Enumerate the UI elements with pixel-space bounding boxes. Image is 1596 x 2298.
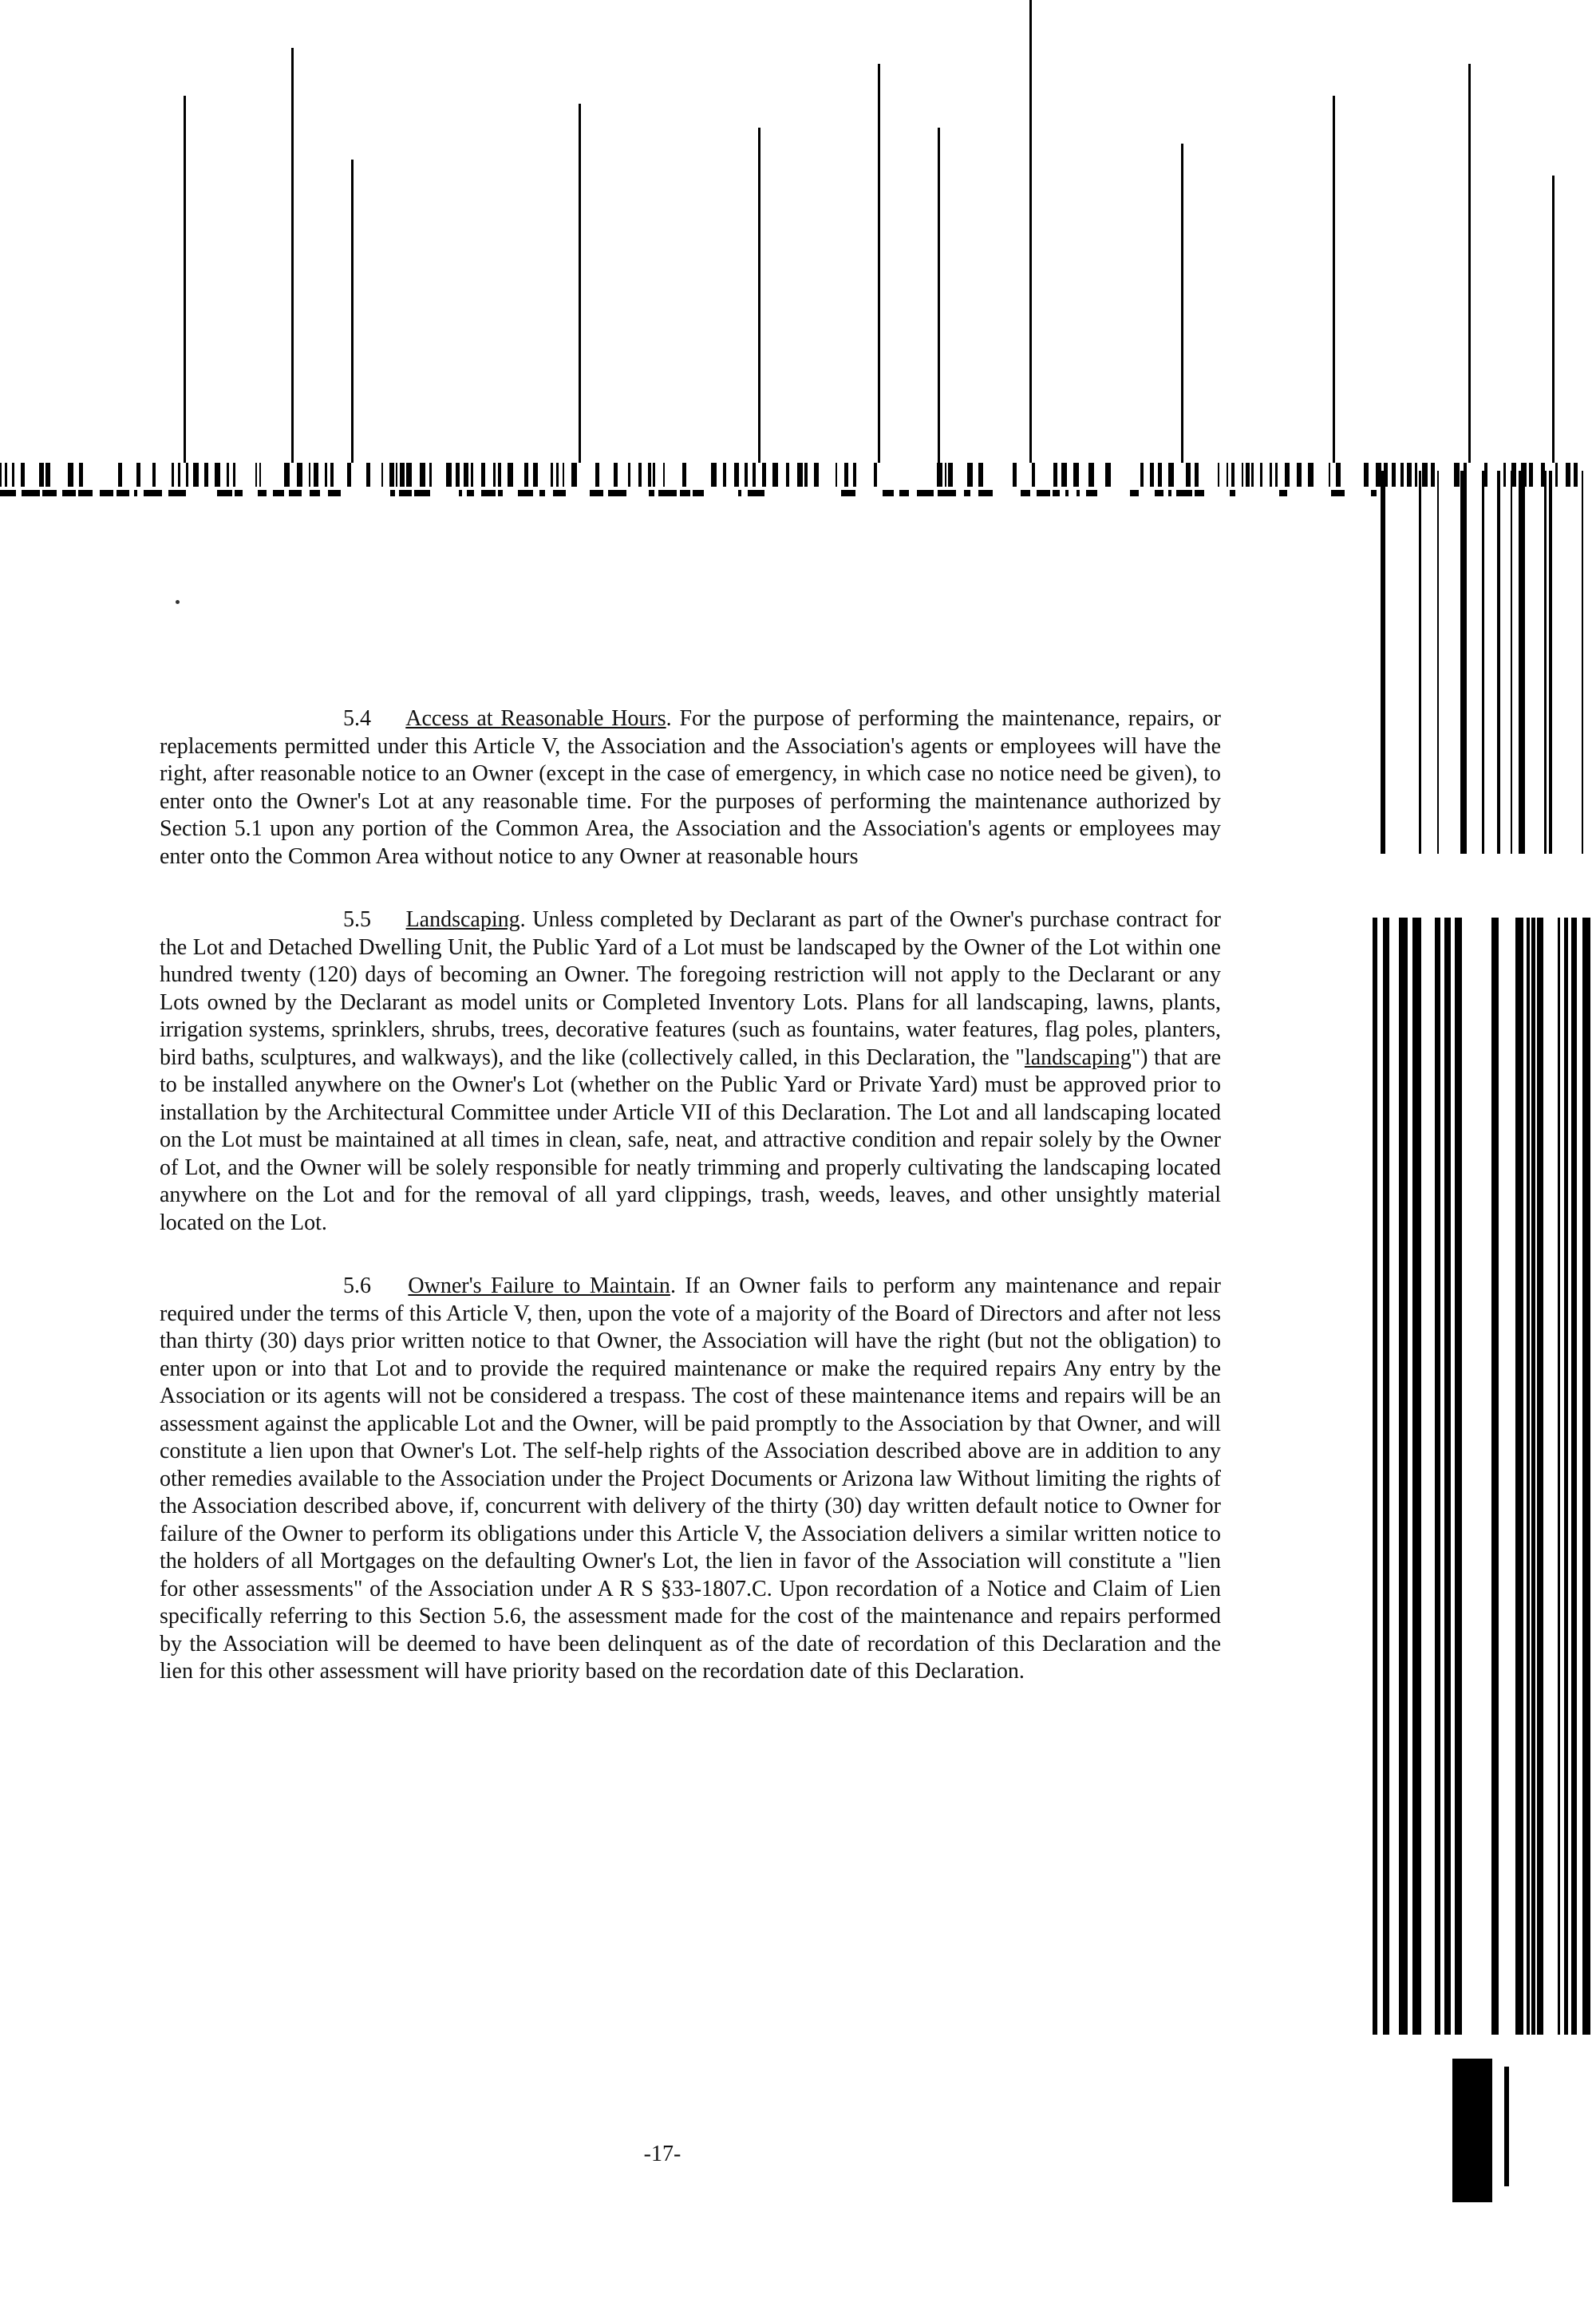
barcode-strip	[978, 490, 993, 496]
section-heading: Owner's Failure to Maintain	[408, 1273, 670, 1298]
section-number: 5.5	[343, 907, 371, 932]
barcode-bar	[1032, 463, 1035, 487]
section-number: 5.4	[343, 706, 371, 731]
barcode-bar	[1531, 918, 1535, 2035]
barcode-bar	[1275, 463, 1278, 487]
barcode-strip	[553, 490, 566, 496]
barcode-strip	[1155, 490, 1163, 496]
barcode-bar	[172, 463, 174, 487]
barcode-strip	[938, 490, 956, 496]
barcode-strip	[518, 490, 533, 496]
page-number: -17-	[643, 2142, 681, 2166]
barcode-bar	[309, 463, 310, 487]
barcode-bar	[734, 463, 739, 487]
barcode-bar	[1412, 918, 1421, 2035]
barcode-bar	[68, 463, 73, 487]
barcode-strip	[1279, 490, 1287, 496]
barcode-tall-mark	[291, 48, 294, 463]
barcode-strip	[22, 490, 40, 496]
barcode-strip	[0, 490, 16, 496]
barcode-strip	[1065, 490, 1069, 496]
barcode-bar	[456, 463, 460, 487]
barcode-bar	[786, 463, 789, 487]
barcode-strip	[1021, 490, 1030, 496]
scan-barcode-right	[1365, 471, 1596, 2298]
barcode-strip	[235, 490, 243, 496]
barcode-bar	[39, 463, 44, 487]
barcode-bar	[1537, 918, 1543, 2035]
barcode-bar	[429, 463, 432, 487]
barcode-bar	[1515, 918, 1523, 2035]
barcode-bar	[1195, 463, 1199, 487]
barcode-bar	[967, 463, 973, 487]
barcode-bar	[79, 463, 83, 487]
barcode-bar	[118, 463, 122, 487]
barcode-bar	[193, 463, 199, 487]
barcode-strip	[899, 490, 909, 496]
barcode-stripe	[1549, 471, 1552, 854]
barcode-strip	[399, 490, 412, 496]
barcode-bar	[628, 463, 630, 487]
section-heading: Landscaping	[405, 907, 520, 932]
barcode-bar	[1373, 918, 1377, 2035]
barcode-bar	[1491, 918, 1499, 2035]
barcode-strip	[390, 490, 395, 496]
barcode-stripe	[1419, 471, 1421, 854]
barcode-bar	[314, 463, 318, 487]
barcode-bar	[1383, 918, 1389, 2035]
barcode-bar	[178, 463, 180, 487]
barcode-strip	[414, 490, 430, 496]
barcode-strip	[883, 490, 894, 496]
barcode-bar	[325, 463, 327, 487]
barcode-bar	[1444, 918, 1451, 2035]
barcode-stripe	[1437, 471, 1439, 854]
barcode-strip	[964, 490, 970, 496]
barcode-bar	[1150, 463, 1154, 487]
barcode-stripe	[1460, 471, 1464, 854]
barcode-tall-mark	[938, 128, 940, 463]
barcode-strip	[328, 490, 341, 496]
barcode-bar	[186, 463, 188, 487]
barcode-strip	[217, 490, 232, 496]
barcode-bar	[330, 463, 334, 487]
barcode-strip	[1086, 490, 1097, 496]
barcode-bar	[772, 463, 778, 487]
barcode-bar	[762, 463, 766, 487]
barcode-bar	[563, 463, 564, 487]
barcode-bar	[1435, 918, 1440, 2035]
barcode-stripe	[1497, 471, 1500, 854]
scan-speck	[176, 600, 180, 604]
barcode-stripe	[1464, 471, 1467, 854]
barcode-bar	[215, 463, 220, 487]
barcode-strip	[1230, 490, 1235, 496]
barcode-tall-mark	[1468, 64, 1471, 463]
barcode-bar	[1504, 2067, 1509, 2186]
barcode-strip	[1037, 490, 1050, 496]
barcode-bar	[814, 463, 819, 487]
barcode-bar	[853, 463, 856, 487]
barcode-bar	[1242, 463, 1243, 487]
barcode-bar	[1231, 463, 1235, 487]
barcode-bar	[1246, 463, 1250, 487]
barcode-strip	[1077, 490, 1080, 496]
barcode-strip	[1053, 490, 1060, 496]
barcode-bar	[1558, 918, 1560, 2035]
barcode-bar	[682, 463, 686, 487]
barcode-strip	[917, 490, 934, 496]
barcode-tall-mark	[1181, 144, 1183, 463]
barcode-bar	[381, 463, 383, 487]
barcode-strip	[42, 490, 57, 496]
barcode-strip	[539, 490, 545, 496]
barcode-bar	[406, 463, 412, 487]
barcode-bar	[1564, 918, 1568, 2035]
barcode-bar	[595, 463, 599, 487]
barcode-tall-mark	[758, 128, 760, 463]
section-text-continued: ") that are to be installed anywhere on the Owner's Lot (whether on the Public Yard or Private Yard) must be approved prior to installation by the Architectural Committee under Article VII of this Declaration. The Lot and all landscaping located on the Lot must be maintained at all times in clean, safe, neat, and attractive condition and repair solely by the Owner of Lot, and the Owner will be solely responsible for neatly trimming and properly cultivating the landscaping located anywhere on the Lot and for the removal of all yard clippings, trash, weeds, leaves, and other unsightly material located on the Lot.	[160, 1044, 1221, 1235]
barcode-tall-mark	[351, 160, 354, 463]
barcode-strip	[1176, 490, 1192, 496]
barcode-bar	[1140, 463, 1144, 487]
barcode-bar	[284, 463, 290, 487]
barcode-stripe	[1582, 471, 1583, 854]
barcode-strip	[738, 490, 741, 496]
barcode-bar	[255, 463, 257, 487]
barcode-bar	[1260, 463, 1262, 487]
barcode-stripe	[1519, 471, 1522, 854]
barcode-bar	[1297, 463, 1302, 487]
barcode-strip	[258, 490, 267, 496]
barcode-bar	[874, 463, 877, 487]
barcode-bar	[614, 463, 618, 487]
barcode-bar	[1227, 463, 1228, 487]
barcode-bar	[1329, 463, 1330, 487]
barcode-bar	[1158, 463, 1162, 487]
section-number: 5.6	[343, 1273, 371, 1298]
barcode-stripe	[1523, 471, 1525, 854]
section-5-5: 5.5 Landscaping. Unless completed by Declarant as part of the Owner's purchase contract for the Lot and Detached Dwelling Unit, the Public Yard of a Lot must be landscaped by the Owner of the Lot within one hundred twenty (120) days of becoming an Owner. The foregoing restriction will not apply to the Declarant or any Lots owned by the Declarant as model units or Completed Inventory Lots. Plans for all landscaping, lawns, plants, irrigation systems, sprinklers, shrubs, trees, decorative features (such as fountains, water features, flag poles, planters, bird baths, sculptures, and walkways), and the like (collectively called, in this Declaration, the "landscaping") that are to be installed anywhere on the Owner's Lot (whether on the Public Yard or Private Yard) must be approved prior to installation by the Architectural Committee under Article VII of this Declaration. The Lot and all landscaping located on the Lot must be maintained at all times in clean, safe, neat, and attractive condition and repair solely by the Owner of Lot, and the Owner will be solely responsible for neatly trimming and properly cultivating the landscaping located anywhere on the Lot and for the removal of all yard clippings, trash, weeds, leaves, and other unsightly material located on the Lot.	[160, 907, 1222, 1235]
barcode-tall-mark	[1333, 96, 1335, 463]
barcode-strip	[467, 490, 474, 496]
barcode-strip	[498, 490, 503, 496]
barcode-bar	[152, 463, 156, 487]
barcode-bar	[937, 463, 942, 487]
barcode-strip	[841, 490, 855, 496]
barcode-bar	[420, 463, 425, 487]
barcode-bar	[533, 463, 538, 487]
barcode-strip	[78, 490, 93, 496]
barcode-strip	[1130, 490, 1139, 496]
barcode-strip	[289, 490, 302, 496]
barcode-bar	[836, 463, 837, 487]
barcode-bar	[551, 463, 553, 487]
section-text: If an Owner fails to perform any maintenance and repair required under the terms of this Article V, then, upon the vote of a majority of the Board of Directors and after not less than thirty (30) days prior written notice to that Owner, the Association will have the right (but not the obligation) to enter upon or into that Lot and to provide the required maintenance or make the required repairs Any entry by the Association or its agents will not be considered a trespass. The cost of these maintenance items and repairs will be an assessment against the applicable Lot and the Owner, will be paid promptly to the Association by that Owner, and will constitute a lien upon that Owner's Lot. The self-help rights of the Association described above are in addition to any other remedies available to the Association under the Project Documents or Arizona law Without limiting the rights of the Association described above, if, concurrent with delivery of the thirty (30) day written default notice to Owner for failure of the Owner to perform its obligations under this Article V, the Association delivers a similar written notice to the holders of all Mortgages on the defaulting Owner's Lot, the lien in favor of the Association will constitute a "lien for other assessments" of the Association under A R S §33-1807.C. Upon recordation of a Notice and Claim of Lien specifically referring to this Section 5.6, the assessment made for the cost of the maintenance and repairs performed by the Association will be deemed to have been delinquent as of the date of recordation of this Declaration and the lien for this other assessment will have priority based on the recordation date of this Declaration.	[160, 1273, 1222, 1684]
barcode-bar	[945, 463, 946, 487]
barcode-strip	[649, 490, 654, 496]
section-5-6: 5.6 Owner's Failure to Maintain. If an Owner fails to perform any maintenance and repair required under the terms of this Article V, then, upon the vote of a majority of the Board of Directors and after not less than thirty (30) days prior written notice to that Owner, the Association will have the right (but not the obligation) to enter upon or into that Lot and to provide the required maintenance or make the required repairs Any entry by the Association or its agents will not be considered a trespass. The cost of these maintenance items and repairs will be an assessment against the applicable Lot and the Owner, will be paid promptly to the Association by that Owner, and will constitute a lien upon that Owner's Lot. The self-help rights of the Association described above are in addition to any other remedies available to the Association under the Project Documents or Arizona law Without limiting the rights of the Association described above, if, concurrent with delivery of the thirty (30) day written default notice to Owner for failure of the Owner to perform its obligations under this Article V, the Association delivers a similar written notice to the holders of all Mortgages on the defaulting Owner's Lot, the lien in favor of the Association will constitute a "lien for other assessments" of the Association under A R S §33-1807.C. Upon recordation of a Notice and Claim of Lien specifically referring to this Section 5.6, the assessment made for the cost of the maintenance and repairs performed by the Association will be deemed to have been delinquent as of the date of recordation of this Declaration and the lien for this other assessment will have priority based on the recordation date of this Declaration.	[160, 1273, 1222, 1684]
barcode-bar	[259, 463, 261, 487]
barcode-bar	[508, 463, 513, 487]
barcode-strip	[1195, 490, 1204, 496]
barcode-bar	[471, 463, 473, 487]
barcode-bar	[1571, 918, 1577, 2035]
barcode-bar	[0, 463, 2, 487]
barcode-strip	[117, 490, 129, 496]
barcode-bar	[1285, 463, 1290, 487]
barcode-strip	[144, 490, 162, 496]
barcode-bar	[571, 463, 577, 487]
barcode-bar	[396, 463, 397, 487]
barcode-bar	[524, 463, 528, 487]
barcode-strip	[481, 490, 496, 496]
barcode-strip	[693, 490, 704, 496]
barcode-bar	[1105, 463, 1111, 487]
barcode-stripe	[1482, 471, 1484, 854]
barcode-bar	[753, 463, 756, 487]
section-5-4: 5.4 Access at Reasonable Hours. For the purpose of performing the maintenance, repairs, or replacements permitted under this Article V, the Association and the Association's agents or employees will have the right, after reasonable notice to an Owner (except in the case of emergency, in which case no notice need be given), to enter onto the Owner's Lot at any reasonable time. For the purposes of performing the maintenance authorized by Section 5.1 upon any portion of the Common Area, the Association and the Association's agents or employees may enter onto the Common Area without notice to any Owner at reasonable hours	[160, 706, 1221, 869]
barcode-bar	[204, 463, 208, 487]
barcode-bar	[797, 463, 803, 487]
barcode-strip	[1331, 490, 1345, 496]
barcode-strip	[100, 490, 113, 496]
barcode-bar	[1270, 463, 1272, 487]
barcode-strip	[658, 490, 677, 496]
barcode-bar	[481, 463, 485, 487]
barcode-strip	[62, 490, 76, 496]
barcode-bar	[136, 463, 140, 487]
barcode-tall-mark	[878, 64, 880, 463]
section-text: Unless completed by Declarant as part of the Owner's purchase contract for the Lot and Detached Dwelling Unit, the Public Yard of a Lot must be landscaped by the Owner of the Lot within one hundred twenty (120) days of becoming an Owner. The foregoing restriction will not apply to the Declarant or any Lots owned by the Declarant as model units or Completed Inventory Lots. Plans for all landscaping, lawns, plants, irrigation systems, sprinklers, shrubs, trees, decorative features (such as fountains, water features, flag poles, planters, bird baths, sculptures, and walkways), and the like (collectively called, in this Declaration, the "	[160, 907, 1222, 1070]
section-text: For the purpose of performing the maintenance, repairs, or replacements permitted under this Article V, the Association and the Association's agents or employees will have the right, after reasonable notice to an Owner (except in the case of emergency, in which case no notice need be given), to enter onto the Owner's Lot at any reasonable time. For the purposes of performing the maintenance authorized by Section 5.1 upon any portion of the Common Area, the Association and the Association's agents or employees may enter onto the Common Area without notice to any Owner at reasonable hours	[160, 706, 1221, 869]
barcode-bar	[227, 463, 229, 487]
barcode-bar	[723, 463, 726, 487]
barcode-bar	[1452, 2059, 1492, 2202]
barcode-strip	[680, 490, 690, 496]
barcode-bar	[844, 463, 848, 487]
barcode-bar	[1308, 463, 1314, 487]
barcode-bar	[45, 463, 50, 487]
barcode-bar	[711, 463, 717, 487]
barcode-bar	[804, 463, 808, 487]
barcode-strip	[608, 490, 626, 496]
barcode-bar	[400, 463, 405, 487]
barcode-strip	[1168, 490, 1171, 496]
barcode-strip	[310, 490, 320, 496]
barcode-bar	[653, 463, 655, 487]
barcode-bar	[1061, 463, 1067, 487]
barcode-bar	[1168, 463, 1174, 487]
barcode-bar	[493, 463, 496, 487]
barcode-strip	[459, 490, 462, 496]
barcode-tall-mark	[1552, 176, 1555, 463]
barcode-bar	[5, 463, 7, 487]
barcode-bar	[1251, 463, 1254, 487]
barcode-bar	[1218, 463, 1219, 487]
section-heading: Access at Reasonable Hours	[405, 706, 666, 731]
barcode-bar	[1013, 463, 1017, 487]
barcode-strip	[168, 490, 186, 496]
barcode-tall-mark	[184, 96, 186, 463]
barcode-bar	[1088, 463, 1094, 487]
barcode-bar	[978, 463, 983, 487]
barcode-bar	[1527, 918, 1530, 2035]
barcode-strip	[273, 490, 284, 496]
scan-barcode-top	[0, 0, 1596, 519]
barcode-strip	[590, 490, 603, 496]
barcode-stripe	[1381, 471, 1383, 854]
barcode-bar	[389, 463, 394, 487]
barcode-bar	[297, 463, 302, 487]
barcode-bar	[1053, 463, 1057, 487]
barcode-bar	[1336, 463, 1341, 487]
barcode-bar	[464, 463, 468, 487]
defined-term: landscaping	[1024, 1044, 1132, 1070]
barcode-bar	[745, 463, 748, 487]
barcode-bar	[446, 463, 452, 487]
barcode-bar	[233, 463, 235, 487]
barcode-strip	[134, 490, 137, 496]
barcode-bar	[638, 463, 642, 487]
barcode-bar	[1455, 918, 1462, 2035]
barcode-bar	[366, 463, 370, 487]
barcode-tall-mark	[579, 104, 581, 463]
barcode-bar	[1582, 918, 1590, 2035]
barcode-bar	[1399, 918, 1408, 2035]
barcode-bar	[21, 463, 25, 487]
barcode-stripe	[1544, 471, 1547, 854]
barcode-strip	[748, 490, 764, 496]
barcode-bar	[1186, 463, 1191, 487]
barcode-bar	[648, 463, 651, 487]
barcode-bar	[498, 463, 501, 487]
barcode-tall-mark	[1029, 0, 1032, 463]
barcode-stripe	[1383, 471, 1385, 854]
barcode-bar	[948, 463, 953, 487]
barcode-bar	[12, 463, 14, 487]
barcode-bar	[556, 463, 559, 487]
barcode-stripe	[1511, 471, 1512, 854]
document-body	[160, 705, 1221, 1722]
barcode-bar	[1073, 463, 1079, 487]
barcode-bar	[663, 463, 665, 487]
barcode-bar	[347, 463, 351, 487]
